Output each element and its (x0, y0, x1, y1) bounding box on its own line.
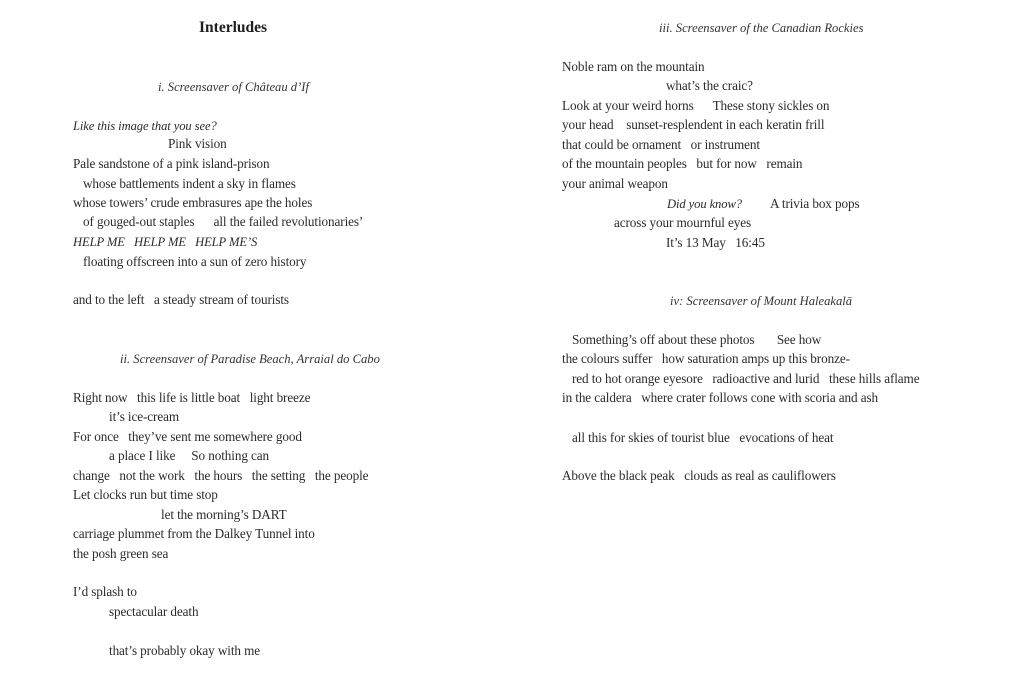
poem-line: Right now this life is little boat light breeze (73, 390, 311, 405)
poem-line: Look at your weird horns These stony sickles on (562, 98, 830, 113)
poem-line: the colours suffer how saturation amps up this bronze- (562, 351, 850, 366)
poem-line: HELP ME HELP ME HELP ME’S (73, 235, 258, 249)
section-heading-iv: iv: Screensaver of Mount Haleakalā (670, 294, 853, 308)
poem-line: it’s ice-cream (109, 409, 179, 424)
poem-line: carriage plummet from the Dalkey Tunnel into (73, 526, 315, 541)
poem-line: Pink vision (168, 136, 227, 151)
poem-line: red to hot orange eyesore radioactive and lurid these hills aflame (572, 371, 920, 386)
poem-line: Did you know? (667, 197, 742, 211)
poem-line: across your mournful eyes (614, 215, 752, 230)
poem-line: Pale sandstone of a pink island-prison (73, 156, 270, 171)
poem-line: It’s 13 May 16:45 (666, 235, 765, 250)
poem-line: and to the left a steady stream of tourists (73, 292, 289, 307)
poem-line: all this for skies of tourist blue evocations of heat (572, 430, 834, 445)
poem-line: Above the black peak clouds as real as cauliflowers (562, 468, 836, 483)
poem-line: your animal weapon (562, 176, 668, 191)
section-heading-iii: iii. Screensaver of the Canadian Rockies (659, 21, 864, 35)
poem-line: what’s the craic? (666, 78, 753, 93)
poem-line: Let clocks run but time stop (73, 487, 218, 502)
poem-line: let the morning’s DART (161, 507, 287, 522)
poem-line: For once they’ve sent me somewhere good (73, 429, 302, 444)
section-heading-ii: ii. Screensaver of Paradise Beach, Arraial do Cabo (120, 352, 380, 366)
poem-line: your head sunset-resplendent in each keratin frill (562, 117, 825, 132)
poem-line: whose towers’ crude embrasures ape the holes (73, 195, 313, 210)
right-page (512, 0, 1024, 700)
poem-line: Like this image that you see? (73, 119, 217, 133)
poem-line: Something’s off about these photos See how (572, 332, 822, 347)
poem-line: A trivia box pops (770, 196, 860, 211)
poem-line: in the caldera where crater follows cone with scoria and ash (562, 390, 879, 405)
poem-line: of gouged-out staples all the failed revolutionaries’ (83, 214, 364, 229)
page-title: Interludes (199, 19, 268, 36)
poem-line: spectacular death (109, 604, 199, 619)
poem-line: of the mountain peoples but for now remain (562, 156, 803, 171)
poem-line: floating offscreen into a sun of zero history (83, 254, 307, 269)
poem-line: the posh green sea (73, 546, 169, 561)
section-heading-i: i. Screensaver of Château d’If (158, 80, 309, 94)
poem-line: that could be ornament or instrument (562, 137, 760, 152)
poem-line: change not the work the hours the setting the people (73, 468, 369, 483)
poem-line: I’d splash to (73, 584, 137, 599)
poem-line: a place I like So nothing can (109, 448, 270, 463)
poem-line: Noble ram on the mountain (562, 59, 705, 74)
poem-line: whose battlements indent a sky in flames (83, 176, 296, 191)
poem-line: that’s probably okay with me (109, 643, 261, 658)
